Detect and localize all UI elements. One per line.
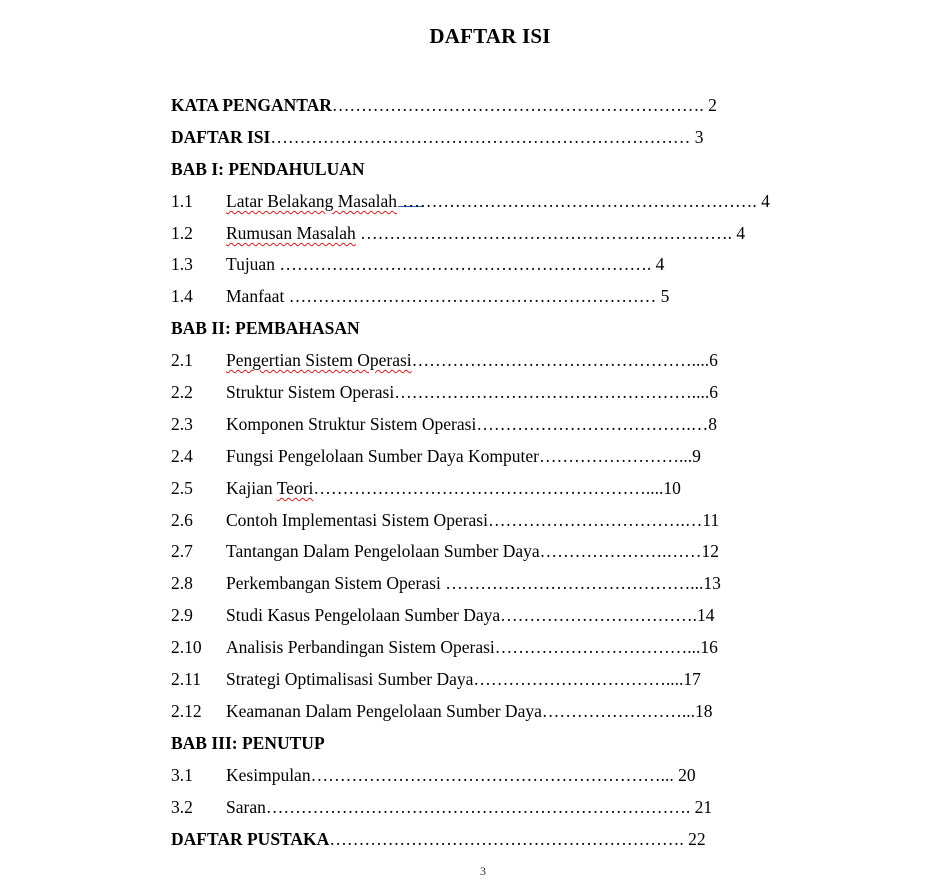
- toc-entry-leader: ……………………………………………....: [394, 382, 710, 402]
- toc-entry-page: 21: [694, 797, 713, 817]
- toc-entry-1-1[interactable]: [171, 190, 770, 212]
- toc-entry-2-2[interactable]: [171, 381, 718, 403]
- toc-entry-label: Studi Kasus Pengelolaan Sumber Daya: [226, 605, 501, 625]
- toc-entry-page: 9: [692, 446, 701, 466]
- toc-entry-leader: ……………………………………………………….: [360, 223, 733, 243]
- toc-entry-label: Perkembangan Sistem Operasi: [226, 573, 441, 593]
- toc-entry-leader: ……………………………….…: [476, 414, 709, 434]
- toc-entry-label: Manfaat: [226, 286, 285, 306]
- toc-entry-2-3[interactable]: [171, 413, 717, 435]
- toc-entry-number: 2.1: [171, 350, 193, 370]
- toc-entry-number: 2.12: [171, 701, 202, 721]
- toc-entry-leader: ……………………………………………………………….: [265, 797, 695, 817]
- toc-entry-leader: ……………………………………………………….: [279, 254, 652, 274]
- toc-entry-page: 20: [678, 765, 696, 785]
- toc-entry-label: Latar Belakang Masalah: [226, 191, 398, 211]
- toc-chapter-bab-2[interactable]: [171, 317, 360, 339]
- toc-entry-page: 10: [663, 478, 681, 498]
- toc-entry-2-1[interactable]: [171, 349, 718, 371]
- toc-entry-number: 1.3: [171, 254, 193, 274]
- toc-entry-label: Contoh Implementasi Sistem Operasi: [226, 510, 488, 530]
- toc-entry-page: 6: [709, 382, 718, 402]
- toc-entry-number: 3.1: [171, 765, 193, 785]
- toc-entry-kata-pengantar[interactable]: [171, 94, 717, 116]
- toc-chapter-label: BAB I: PENDAHULUAN: [171, 159, 365, 179]
- toc-chapter-label: BAB III: PENUTUP: [171, 733, 325, 753]
- toc-entry-leader: …………………………………………………….: [402, 191, 757, 211]
- toc-entry-leader: …………………………………………………....: [313, 478, 664, 498]
- toc-entry-leader: ……………………...: [539, 446, 693, 466]
- toc-entry-number: 1.2: [171, 223, 193, 243]
- toc-entry-page: 18: [694, 701, 713, 721]
- toc-entry-2-8[interactable]: [171, 572, 721, 594]
- toc-entry-number: 2.11: [171, 669, 201, 689]
- toc-entry-page: 6: [709, 350, 718, 370]
- toc-entry-page: 17: [683, 669, 701, 689]
- toc-entry-1-2[interactable]: [171, 222, 745, 244]
- toc-entry-page: 8: [708, 414, 717, 434]
- toc-entry-leader: ……………………………………………………….: [331, 95, 704, 115]
- toc-entry-label: KATA PENGANTAR: [171, 95, 332, 115]
- toc-entry-2-10[interactable]: [171, 636, 718, 658]
- page-number: 3: [480, 864, 486, 878]
- toc-entry-label: Tantangan Dalam Pengelolaan Sumber Daya: [226, 541, 540, 561]
- toc-entry-number: 2.3: [171, 414, 193, 434]
- toc-entry-number: 1.4: [171, 286, 193, 306]
- toc-entry-label: Keamanan Dalam Pengelolaan Sumber Daya: [226, 701, 542, 721]
- toc-entry-leader: …………………………….: [500, 605, 697, 625]
- toc-entry-2-5[interactable]: [171, 477, 681, 499]
- toc-entry-page: 14: [697, 605, 715, 625]
- toc-entry-number: 2.5: [171, 478, 193, 498]
- toc-entry-leader: …………………………………………………….: [329, 829, 689, 849]
- toc-entry-label: Rumusan Masalah: [226, 223, 356, 243]
- toc-entry-3-1[interactable]: [171, 764, 696, 786]
- toc-entry-2-7[interactable]: [171, 540, 719, 562]
- toc-entry-label: DAFTAR ISI: [171, 127, 271, 147]
- toc-entry-2-4[interactable]: [171, 445, 701, 467]
- toc-entry-leader: ……………………………………...: [440, 573, 704, 593]
- toc-entry-number: 1.1: [171, 191, 193, 211]
- toc-entry-label: Fungsi Pengelolaan Sumber Daya Komputer: [226, 446, 540, 466]
- toc-entry-leader: ……………………...: [541, 701, 695, 721]
- toc-entry-number: 2.6: [171, 510, 193, 530]
- toc-entry-daftar-isi[interactable]: [171, 126, 703, 148]
- toc-entry-leader: ………………………………………………………: [288, 286, 657, 306]
- toc-entry-label: Tujuan: [226, 254, 275, 274]
- toc-entry-1-4[interactable]: [171, 285, 669, 307]
- misspelled-word: Teori: [276, 478, 314, 498]
- document-title: DAFTAR ISI: [429, 24, 551, 48]
- toc-entry-number: 3.2: [171, 797, 193, 817]
- toc-entry-number: 2.8: [171, 573, 193, 593]
- toc-entry-label: Analisis Perbandingan Sistem Operasi: [226, 637, 495, 657]
- toc-entry-daftar-pustaka[interactable]: [171, 828, 706, 850]
- toc-entry-2-12[interactable]: [171, 700, 712, 722]
- toc-chapter-bab-3[interactable]: [171, 732, 325, 754]
- toc-entry-leader: ……………………………....: [473, 669, 684, 689]
- toc-entry-page: 16: [700, 637, 718, 657]
- toc-entry-2-11[interactable]: [171, 668, 701, 690]
- toc-entry-label: Komponen Struktur Sistem Operasi: [226, 414, 477, 434]
- toc-chapter-label: BAB II: PEMBAHASAN: [171, 318, 360, 338]
- toc-entry-leader: ………………….……: [539, 541, 702, 561]
- toc-entry-label: Kesimpulan: [226, 765, 311, 785]
- toc-entry-label: Saran: [226, 797, 266, 817]
- toc-entry-page: 12: [701, 541, 720, 561]
- toc-entry-2-9[interactable]: [171, 604, 715, 626]
- toc-entry-label: Strategi Optimalisasi Sumber Daya: [226, 669, 474, 689]
- toc-entry-leader: ……………………………………………………...: [310, 765, 679, 785]
- toc-entry-leader: …………………………………………....: [411, 350, 710, 370]
- toc-entry-page: 2: [708, 95, 717, 115]
- toc-entry-number: 2.7: [171, 541, 193, 561]
- toc-entry-page: 22: [688, 829, 706, 849]
- toc-entry-2-6[interactable]: [171, 509, 719, 531]
- toc-entry-number: 2.10: [171, 637, 202, 657]
- toc-entry-page: 3: [694, 127, 704, 147]
- toc-entry-1-3[interactable]: [171, 253, 664, 275]
- toc-entry-page: 13: [703, 573, 721, 593]
- toc-entry-page: 4: [736, 223, 746, 243]
- toc-entry-number: 2.2: [171, 382, 193, 402]
- toc-entry-label: Struktur Sistem Operasi: [226, 382, 395, 402]
- toc-entry-label: Pengertian Sistem Operasi: [226, 350, 412, 370]
- toc-chapter-bab-1[interactable]: [171, 158, 364, 180]
- toc-entry-page: 4: [761, 191, 770, 211]
- toc-entry-number: 2.9: [171, 605, 193, 625]
- toc-entry-page: 11: [702, 510, 720, 530]
- toc-entry-3-2[interactable]: [171, 796, 712, 818]
- toc-entry-leader: ……………………………...: [494, 637, 701, 657]
- toc-entry-leader: …………………………….…: [487, 510, 703, 530]
- toc-entry-page: 5: [660, 286, 670, 306]
- toc-entry-label: Kajian Teori: [226, 478, 314, 498]
- toc-entry-page: 4: [655, 254, 665, 274]
- toc-entry-label: DAFTAR PUSTAKA: [171, 829, 330, 849]
- toc-entry-leader: ………………………………………………………………: [270, 127, 691, 147]
- toc-entry-number: 2.4: [171, 446, 193, 466]
